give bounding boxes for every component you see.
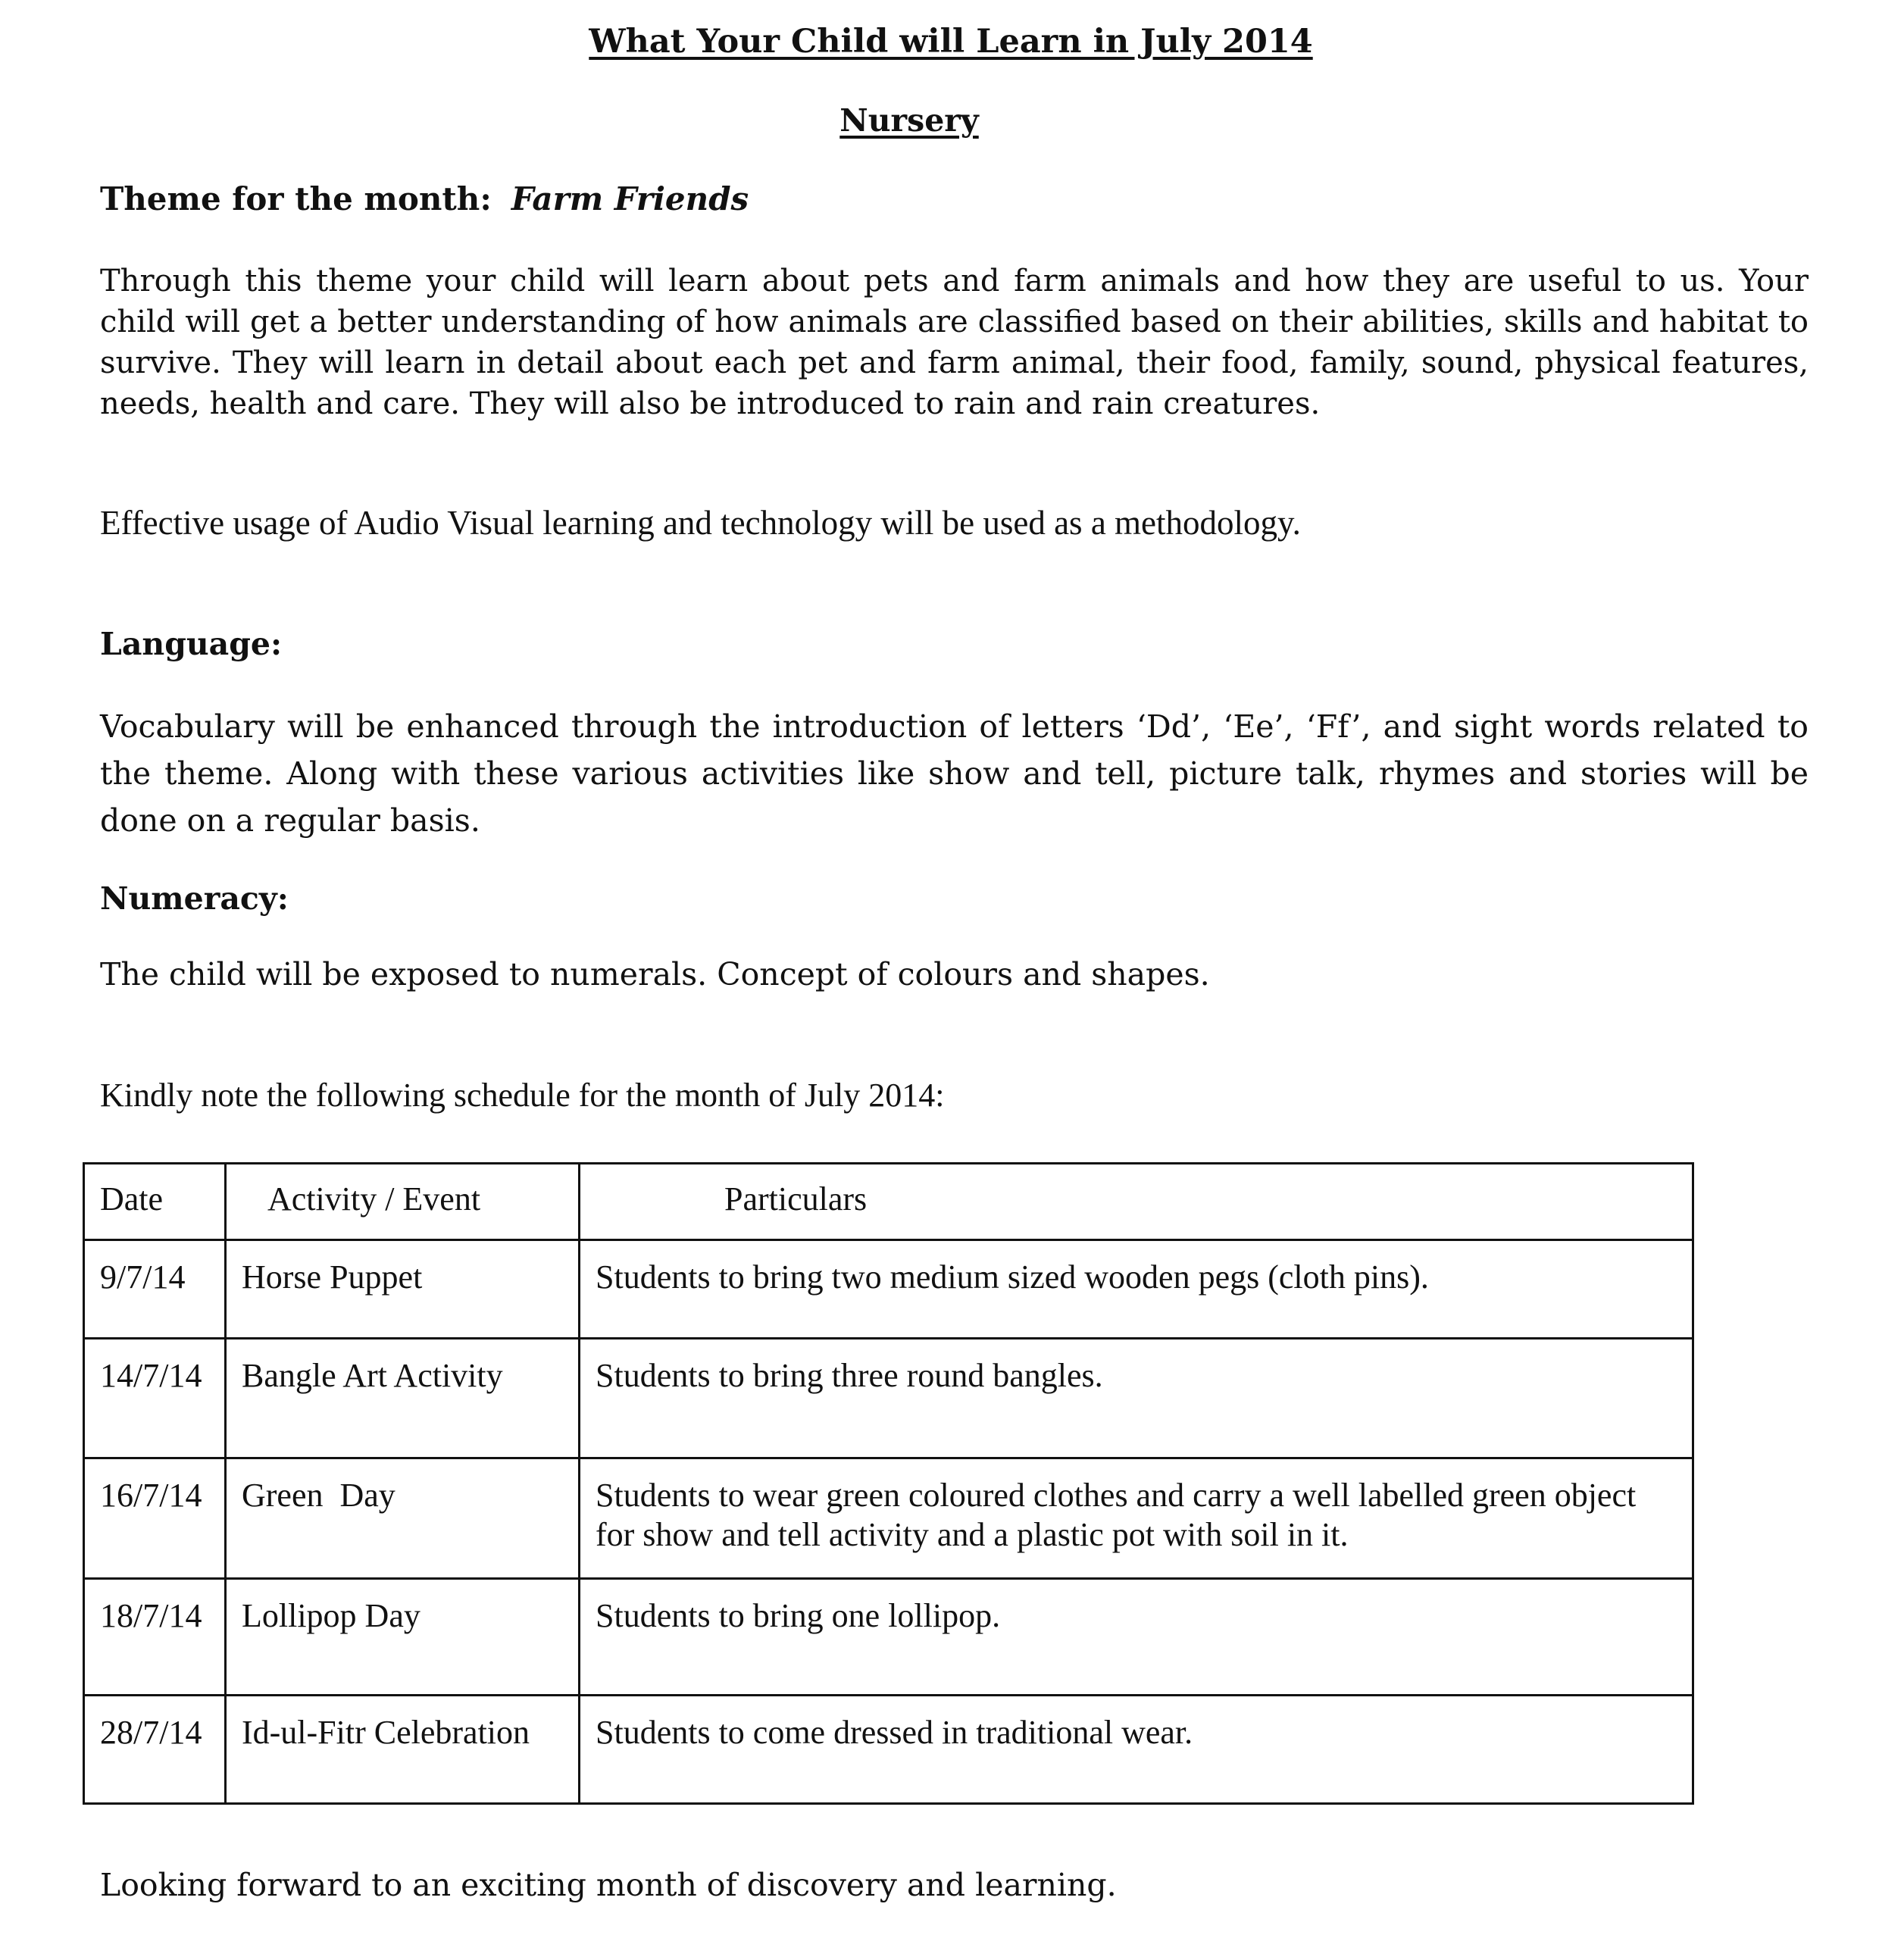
- cell-activity: Bangle Art Activity: [226, 1339, 580, 1458]
- cell-particulars: Students to bring three round bangles.: [580, 1339, 1693, 1458]
- numeracy-heading: Numeracy:: [100, 880, 289, 917]
- cell-activity: Id-ul-Fitr Celebration: [226, 1696, 580, 1804]
- table-row: [84, 1458, 1693, 1579]
- language-heading: Language:: [100, 626, 283, 662]
- table-row: [84, 1339, 1693, 1458]
- methodology-paragraph: Effective usage of Audio Visual learning and technology will be used as a methodology.: [100, 504, 1301, 542]
- theme-label: Theme for the month:: [100, 180, 492, 217]
- cell-date: 14/7/14: [84, 1339, 226, 1458]
- table-row: [84, 1240, 1693, 1339]
- cell-particulars: Students to bring two medium sized wooden pegs (cloth pins).: [580, 1240, 1693, 1339]
- numeracy-paragraph: The child will be exposed to numerals. Concept of colours and shapes.: [100, 956, 1210, 993]
- cell-activity: Lollipop Day: [226, 1579, 580, 1696]
- cell-date: 9/7/14: [84, 1240, 226, 1339]
- page-subtitle: Nursery: [839, 102, 979, 139]
- column-header-particulars: Particulars: [580, 1164, 1693, 1240]
- cell-activity: Horse Puppet: [226, 1240, 580, 1339]
- column-header-activity: Activity / Event: [226, 1164, 580, 1240]
- closing-line: Looking forward to an exciting month of discovery and learning.: [100, 1867, 1117, 1903]
- cell-date: 18/7/14: [84, 1579, 226, 1696]
- column-header-date: Date: [84, 1164, 226, 1240]
- schedule-table: [83, 1162, 1694, 1805]
- cell-particulars: Students to come dressed in traditional wear.: [580, 1696, 1693, 1804]
- schedule-note: Kindly note the following schedule for the month of July 2014:: [100, 1077, 945, 1114]
- table-header-row: [84, 1164, 1693, 1240]
- intro-paragraph: Through this theme your child will learn about pets and farm animals and how they are useful to us. Your child will get a better understanding of how animals are classified based on their abilities, skills and habitat to survive. They will learn in detail about each pet and farm animal, their food, family, sound, physical features, needs, health and care. They will also be introduced to rain and rain creatures.: [100, 264, 1809, 421]
- cell-activity: Green Day: [226, 1458, 580, 1579]
- cell-date: 16/7/14: [84, 1458, 226, 1579]
- theme-value: Farm Friends: [511, 180, 749, 217]
- table-row: [84, 1579, 1693, 1696]
- table-row: [84, 1696, 1693, 1804]
- cell-particulars: Students to bring one lollipop.: [580, 1579, 1693, 1696]
- page-title: What Your Child will Learn in July 2014: [589, 23, 1313, 61]
- cell-date: 28/7/14: [84, 1696, 226, 1804]
- cell-particulars: Students to wear green coloured clothes and carry a well labelled green object for show and tell activity and a plastic pot with soil in it.: [580, 1458, 1693, 1579]
- theme-line: [100, 180, 749, 217]
- language-paragraph: Vocabulary will be enhanced through the introduction of letters ‘Dd’, ‘Ee’, ‘Ff’, and sight words related to the theme. Along with these various activities like show and tell, picture talk, rhymes and stories will be done on a regular basis.: [100, 708, 1809, 839]
